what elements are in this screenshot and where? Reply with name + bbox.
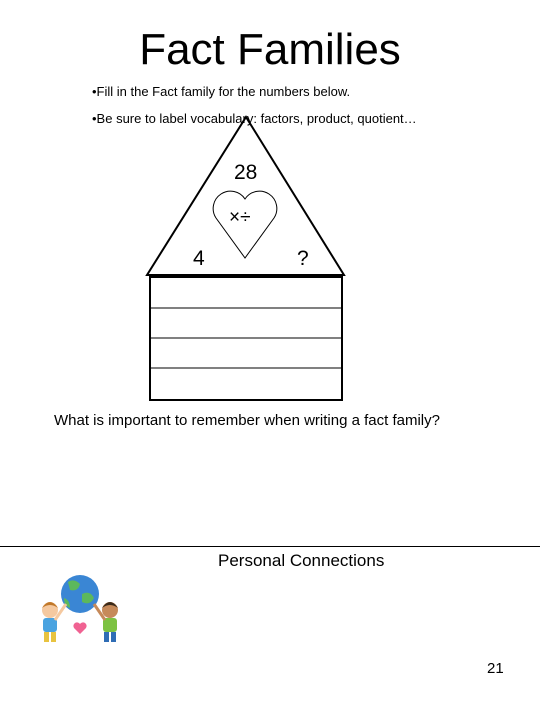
kids-holding-globe-clipart [30,574,130,654]
instruction-fill-in: •Fill in the Fact family for the numbers below. [92,84,351,99]
page-number: 21 [487,660,504,677]
section-divider [0,546,540,547]
house-top-number: 28 [234,161,258,184]
reflection-question: What is important to remember when writing a fact family? [54,412,440,429]
house-roof [147,117,344,275]
instruction-vocabulary: •Be sure to label vocabulary: factors, product, quotient… [92,111,417,126]
page-title: Fact Families [139,25,401,74]
personal-connections-heading: Personal Connections [218,551,385,570]
house-right-number: ? [297,247,309,270]
house-left-number: 4 [193,247,205,270]
operations-symbols: ×÷ [229,207,251,228]
